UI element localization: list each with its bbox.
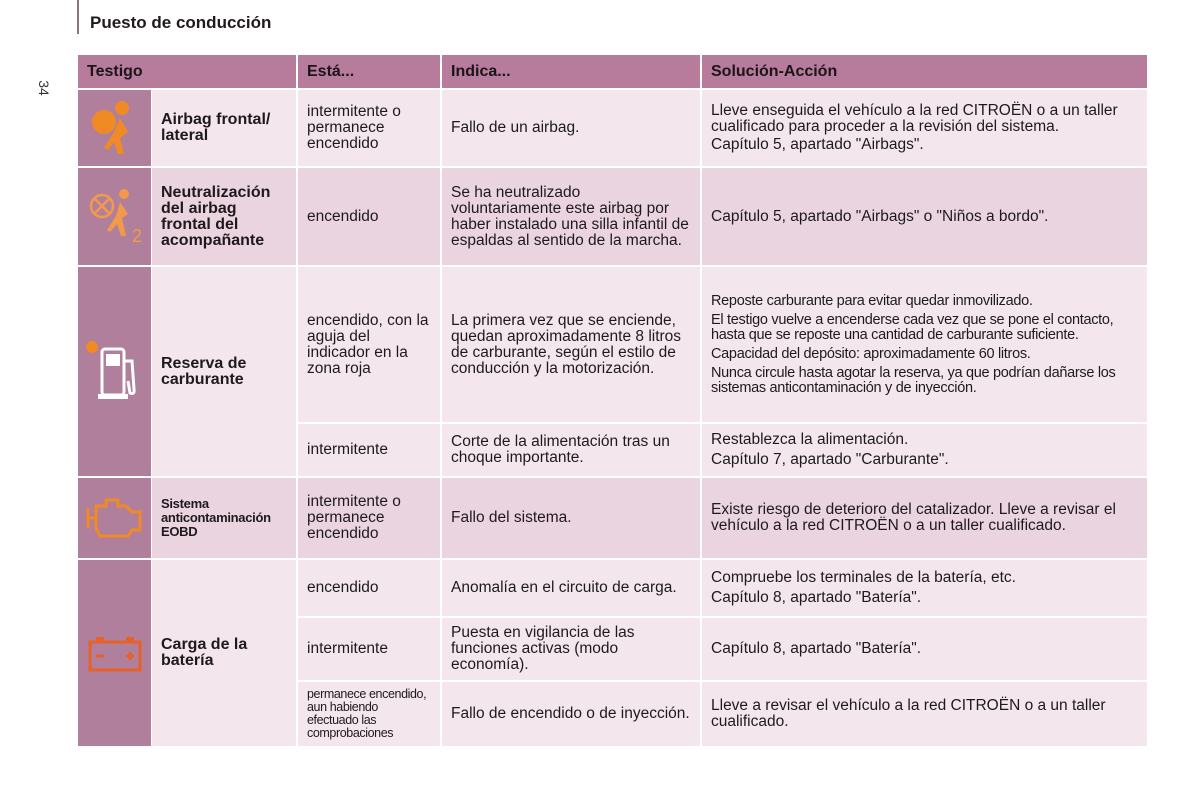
passenger-airbag-off-icon <box>84 186 146 248</box>
bateria-indica-3: Fallo de encendido o de inyección. <box>442 682 700 746</box>
engine-check-icon <box>84 494 146 540</box>
airbag-solucion-line: Capítulo 5, apartado "Airbags". <box>711 136 924 153</box>
neutralizacion-esta: encendido <box>298 168 440 265</box>
reserva-indica: La primera vez que se enciende, quedan aproximadamente 8 litros de carburante, según el estilo de conducción y la motorización. <box>442 267 700 422</box>
neutralizacion-indica: Se ha neutralizado voluntariamente este airbag por haber instalado una silla infantil de espaldas al sentido de la marcha. <box>442 168 700 265</box>
reserva-solucion-line: Reposte carburante para evitar quedar inmovilizado. <box>711 292 1033 309</box>
reserva-icon-cell <box>78 267 151 476</box>
airbag-solucion <box>702 90 1147 166</box>
bateria-indica-1: Anomalía en el circuito de carga. <box>442 560 700 616</box>
airbag-indica: Fallo de un airbag. <box>442 90 700 166</box>
eobd-indica: Fallo del sistema. <box>442 478 700 558</box>
eobd-icon-cell <box>78 478 151 558</box>
header-esta: Está... <box>298 55 440 88</box>
bateria-esta-1: encendido <box>298 560 440 616</box>
neutralizacion-icon-cell <box>78 168 151 265</box>
airbag-esta: intermitente o permanece encendido <box>298 90 440 166</box>
reserva-solucion-line: Capacidad del depósito: aproximadamente 60 litros. <box>711 345 1031 362</box>
airbag-warning-icon <box>86 98 144 158</box>
reserva-esta-2: intermitente <box>298 424 440 476</box>
airbag-solucion-line: Lleve enseguida el vehículo a la red CITROËN o a un taller cualificado para proceder a la revisión del sistema. <box>711 102 1118 135</box>
svg-text:2: 2 <box>132 226 143 246</box>
bateria-solucion-1 <box>702 560 1147 616</box>
reserva-solucion-line: El testigo vuelve a encenderse cada vez que se pone el contacto, hasta que se reposte una cantidad de carburante suficiente. <box>711 311 1114 343</box>
reserva-esta: encendido, con la aguja del indicador en la zona roja <box>298 267 440 422</box>
reserva-solucion-2-line: Restablezca la alimentación. <box>711 431 909 448</box>
bateria-solucion-3: Lleve a revisar el vehículo a la red CITROËN o a un taller cualificado. <box>702 682 1147 746</box>
reserva-solucion <box>702 267 1147 422</box>
bateria-esta-2: intermitente <box>298 618 440 680</box>
bateria-solucion-2: Capítulo 8, apartado "Batería". <box>702 618 1147 680</box>
reserva-solucion-line: Nunca circule hasta agotar la reserva, ya que podrían dañarse los sistemas anticontaminación y de inyección. <box>711 364 1116 396</box>
page-title: Puesto de conducción <box>90 13 272 32</box>
bateria-name: Carga de la batería <box>152 560 296 746</box>
reserva-indica-2: Corte de la alimentación tras un choque importante. <box>442 424 700 476</box>
bateria-solucion-1-line: Compruebe los terminales de la batería, etc. <box>711 569 1016 586</box>
eobd-solucion: Existe riesgo de deterioro del catalizador. Lleve a revisar el vehículo a la red CITROËN o a un taller cualificado. <box>702 478 1147 558</box>
bateria-solucion-1-line: Capítulo 8, apartado "Batería". <box>711 589 922 606</box>
header-testigo: Testigo <box>78 55 296 88</box>
bateria-esta-3: permanece encendido, aun habiendo efectuado las comprobaciones <box>298 682 440 746</box>
airbag-icon-cell <box>78 90 151 166</box>
page-number: 34 <box>35 80 52 96</box>
reserva-name: Reserva de carburante <box>152 267 296 476</box>
bateria-icon-cell <box>78 560 151 746</box>
eobd-name: Sistema anticontaminación EOBD <box>152 478 296 558</box>
bateria-indica-2: Puesta en vigilancia de las funciones activas (modo economía). <box>442 618 700 680</box>
neutralizacion-solucion: Capítulo 5, apartado "Airbags" o "Niños a bordo". <box>702 168 1147 265</box>
eobd-esta: intermitente o permanece encendido <box>298 478 440 558</box>
header-solucion: Solución-Acción <box>702 55 1147 88</box>
header-rule <box>77 0 79 34</box>
neutralizacion-name: Neutralización del airbag frontal del acompañante <box>152 168 296 265</box>
fuel-reserve-icon <box>84 337 146 403</box>
airbag-name: Airbag frontal/ lateral <box>152 90 296 166</box>
reserva-solucion-2-line: Capítulo 7, apartado "Carburante". <box>711 451 949 468</box>
battery-icon <box>86 634 144 674</box>
header-indica: Indica... <box>442 55 700 88</box>
reserva-solucion-2 <box>702 424 1147 476</box>
